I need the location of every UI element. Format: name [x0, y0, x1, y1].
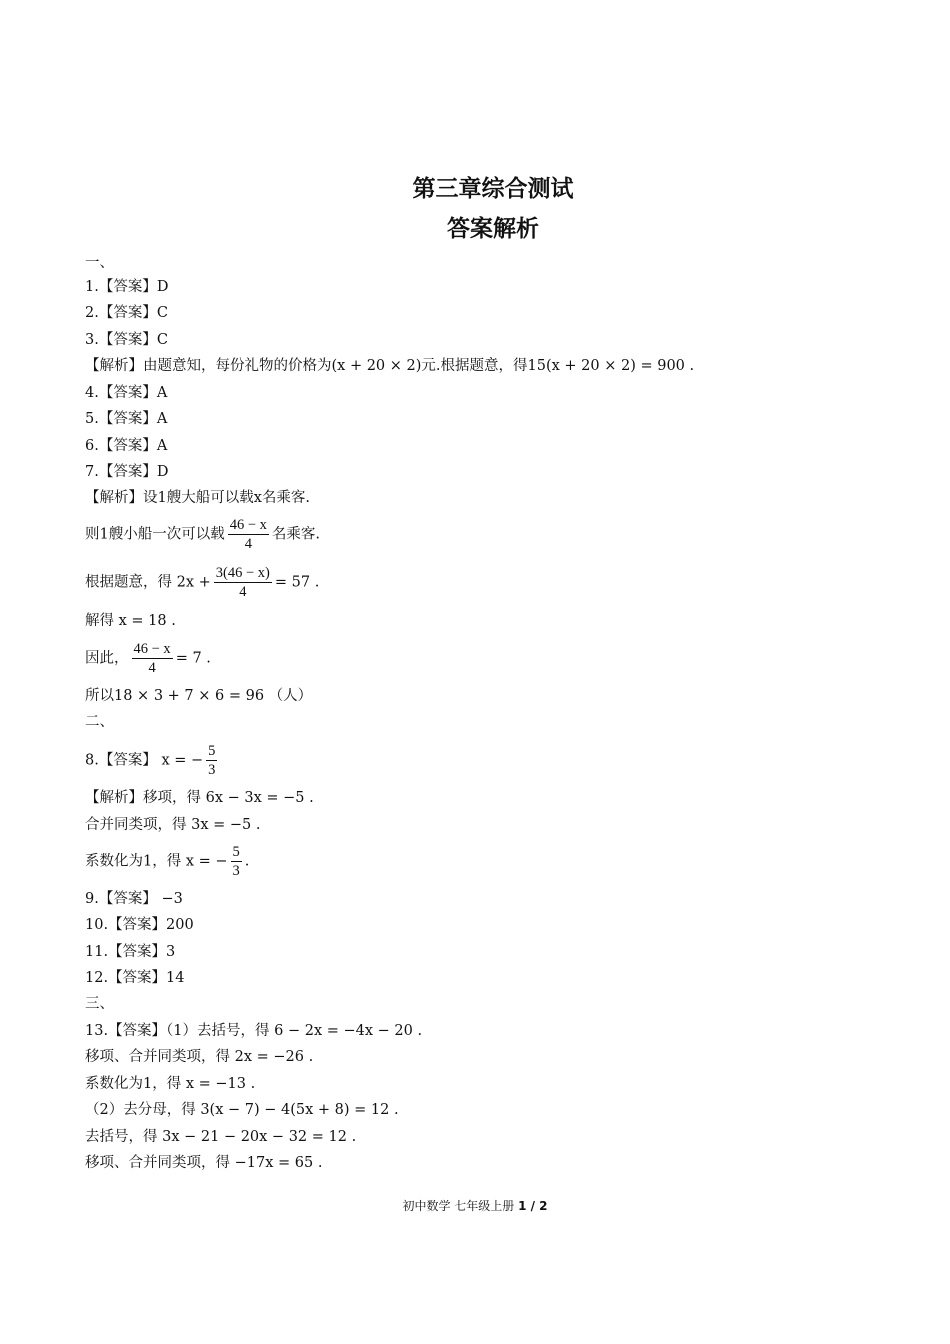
- answer-5: 5.【答案】A: [85, 411, 168, 427]
- fraction: [228, 516, 269, 553]
- text-segment: 则1艘小船一次可以载: [85, 526, 225, 543]
- analysis-8-line-2: 合并同类项，得 3x = −5 .: [85, 817, 261, 833]
- analysis-13-line-3: 系数化为1，得 x = −13 .: [85, 1076, 256, 1092]
- fraction-numerator: 5: [232, 844, 240, 860]
- text-segment: 8.【答案】 x = −: [85, 752, 204, 769]
- section-heading-1: 一、: [85, 255, 114, 271]
- analysis-7-line-6: 所以18 × 3 + 7 × 6 = 96 （人）: [85, 688, 313, 704]
- fraction-denominator: 3: [232, 863, 240, 879]
- analysis-8-line-3: [85, 843, 249, 880]
- text-segment: 名乘客.: [271, 526, 321, 543]
- answer-6: 6.【答案】A: [85, 438, 168, 454]
- analysis-7-line-4: 解得 x = 18 .: [85, 613, 176, 629]
- analysis-13-line-4: （2）去分母，得 3(x − 7) − 4(5x + 8) = 12 .: [85, 1102, 399, 1118]
- fraction-denominator: 4: [244, 536, 252, 552]
- analysis-8-line-1: 【解析】移项，得 6x − 3x = −5 .: [85, 790, 314, 806]
- page-title: 第三章综合测试: [412, 176, 574, 202]
- analysis-13-line-6: 移项、合并同类项，得 −17x = 65 .: [85, 1155, 323, 1171]
- answer-12: 12.【答案】14: [85, 970, 185, 986]
- answer-7: 7.【答案】D: [85, 464, 169, 480]
- text-segment: = 57 .: [274, 574, 320, 591]
- page-number: 1 / 2: [518, 1199, 548, 1213]
- text-segment: 因此，: [85, 650, 129, 667]
- fraction-numerator: 5: [208, 743, 216, 759]
- fraction-denominator: 3: [208, 762, 216, 778]
- text-segment: 系数化为1，得 x = −: [85, 853, 228, 870]
- analysis-7-line-5: [85, 640, 211, 677]
- text-segment: = 7 .: [175, 650, 211, 667]
- answer-10: 10.【答案】200: [85, 917, 194, 933]
- fraction: [206, 742, 217, 779]
- answer-9: 9.【答案】 −3: [85, 891, 183, 907]
- fraction: [132, 640, 173, 677]
- section-heading-2: 二、: [85, 714, 114, 730]
- answer-2: 2.【答案】C: [85, 305, 168, 321]
- page-footer: [0, 1197, 950, 1214]
- fraction-denominator: 4: [148, 660, 156, 676]
- fraction-numerator: 3(46 − x): [215, 565, 270, 581]
- answer-13: 13.【答案】（1）去括号，得 6 − 2x = −4x − 20 .: [85, 1023, 423, 1039]
- analysis-3: 【解析】由题意知，每份礼物的价格为(x + 20 × 2)元.根据题意，得15(x + 20 × 2) = 900 .: [85, 358, 695, 374]
- analysis-7-line-2: [85, 516, 320, 553]
- analysis-13-line-5: 去括号，得 3x − 21 − 20x − 32 = 12 .: [85, 1129, 357, 1145]
- analysis-7-line-3: [85, 564, 319, 601]
- fraction-numerator: 46 − x: [229, 517, 267, 533]
- analysis-7-line-1: 【解析】设1艘大船可以载x名乘客.: [85, 490, 311, 506]
- fraction: [231, 843, 242, 880]
- text-segment: 根据题意，得 2x +: [85, 574, 211, 591]
- footer-text: 初中数学 七年级上册: [402, 1199, 519, 1213]
- answer-1: 1.【答案】D: [85, 279, 169, 295]
- page-subtitle: 答案解析: [447, 216, 539, 242]
- section-heading-3: 三、: [85, 996, 114, 1012]
- answer-8: [85, 742, 220, 779]
- fraction: [214, 564, 272, 601]
- answer-4: 4.【答案】A: [85, 385, 168, 401]
- fraction-denominator: 4: [239, 584, 247, 600]
- text-segment: .: [244, 853, 250, 870]
- answer-3: 3.【答案】C: [85, 332, 168, 348]
- answer-11: 11.【答案】3: [85, 944, 176, 960]
- analysis-13-line-2: 移项、合并同类项，得 2x = −26 .: [85, 1049, 314, 1065]
- fraction-numerator: 46 − x: [133, 641, 171, 657]
